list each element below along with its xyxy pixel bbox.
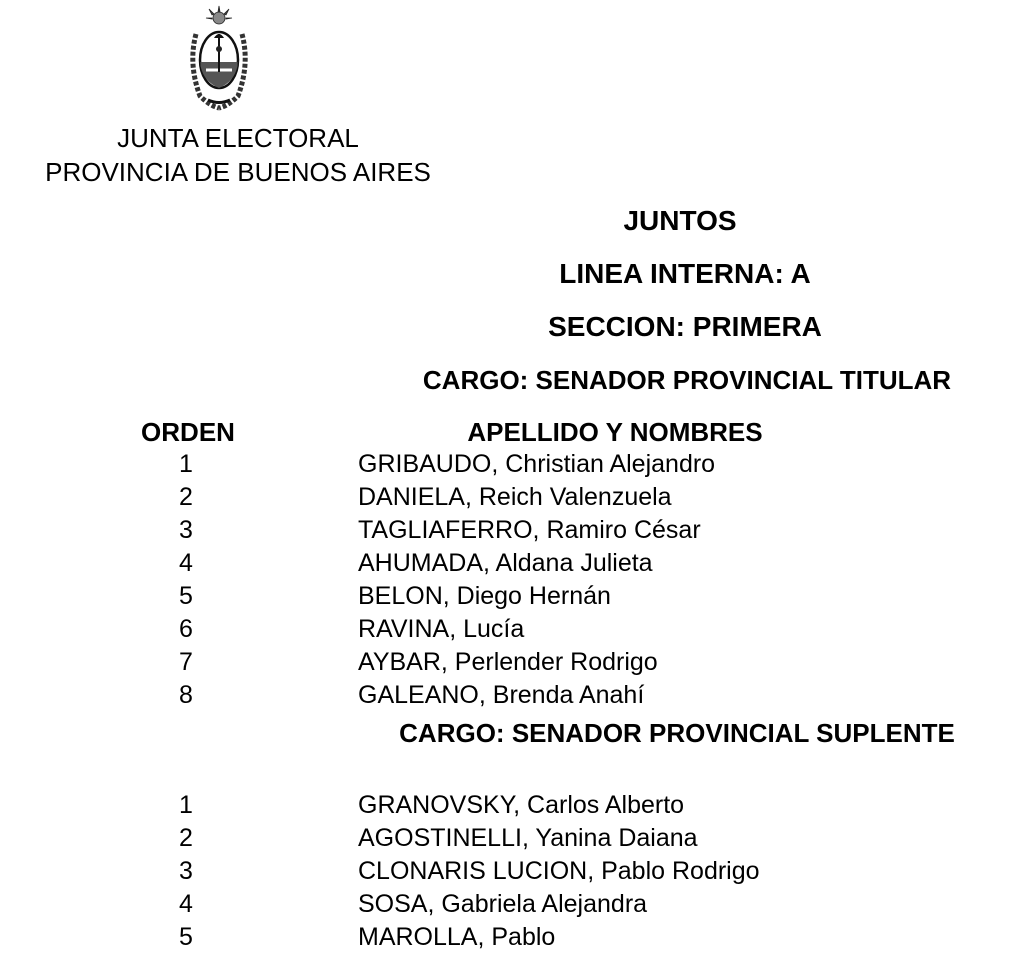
- orden-number: 2: [179, 824, 193, 852]
- candidate-name: GALEANO, Brenda Anahí: [358, 681, 645, 709]
- orden-number: 4: [179, 890, 193, 918]
- candidate-name: RAVINA, Lucía: [358, 615, 525, 643]
- candidate-name: MAROLLA, Pablo: [358, 923, 556, 951]
- candidate-name: GRIBAUDO, Christian Alejandro: [358, 450, 716, 478]
- orden-number: 1: [179, 791, 193, 819]
- institution-province: PROVINCIA DE BUENOS AIRES: [45, 157, 431, 187]
- orden-number: 3: [179, 857, 193, 885]
- candidate-name: SOSA, Gabriela Alejandra: [358, 890, 648, 918]
- electoral-section: SECCION: PRIMERA: [548, 311, 822, 342]
- candidate-name: TAGLIAFERRO, Ramiro César: [358, 516, 701, 544]
- candidate-name: AHUMADA, Aldana Julieta: [358, 549, 653, 577]
- column-header-nombres: APELLIDO Y NOMBRES: [467, 417, 763, 447]
- orden-number: 4: [179, 549, 193, 577]
- column-header-orden: ORDEN: [141, 417, 235, 447]
- coat-of-arms-icon: [184, 4, 254, 112]
- orden-number: 3: [179, 516, 193, 544]
- candidate-name: AYBAR, Perlender Rodrigo: [358, 648, 658, 676]
- internal-line: LINEA INTERNA: A: [559, 258, 811, 289]
- orden-number: 5: [179, 923, 193, 951]
- candidate-name: CLONARIS LUCION, Pablo Rodrigo: [358, 857, 760, 885]
- orden-number: 1: [179, 450, 193, 478]
- orden-number: 7: [179, 648, 193, 676]
- cargo-suplente-heading: CARGO: SENADOR PROVINCIAL SUPLENTE: [399, 718, 955, 748]
- candidate-name: DANIELA, Reich Valenzuela: [358, 483, 672, 511]
- orden-number: 5: [179, 582, 193, 610]
- candidate-name: BELON, Diego Hernán: [358, 582, 611, 610]
- candidate-name: AGOSTINELLI, Yanina Daiana: [358, 824, 698, 852]
- candidate-name: GRANOVSKY, Carlos Alberto: [358, 791, 685, 819]
- cargo-titular-heading: CARGO: SENADOR PROVINCIAL TITULAR: [422, 365, 952, 395]
- orden-number: 8: [179, 681, 193, 709]
- orden-number: 6: [179, 615, 193, 643]
- orden-number: 2: [179, 483, 193, 511]
- party-name: JUNTOS: [623, 205, 737, 236]
- institution-name: JUNTA ELECTORAL: [117, 123, 359, 153]
